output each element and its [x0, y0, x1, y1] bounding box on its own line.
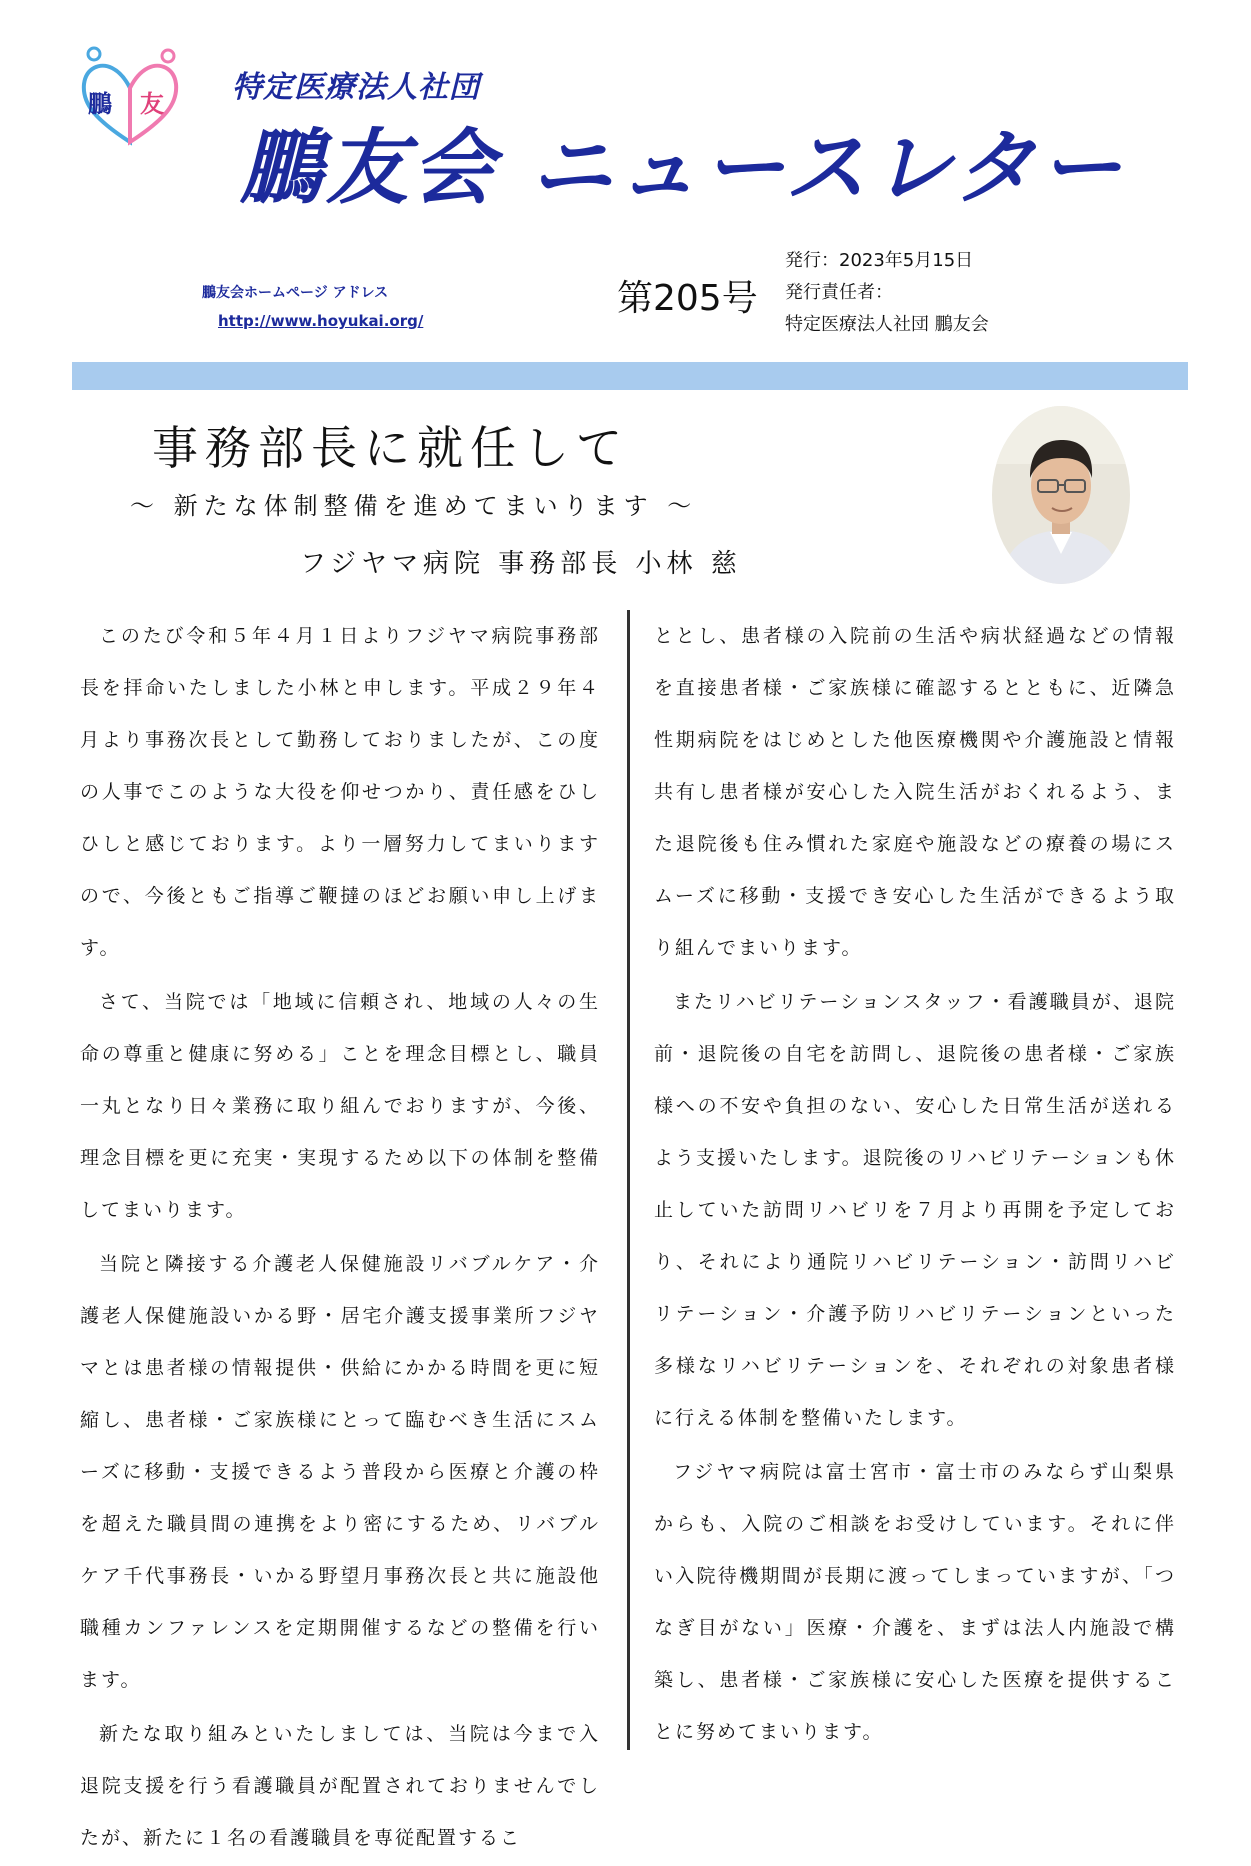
publication-date: 発行：2023年5月15日 — [785, 250, 974, 271]
article-subtitle: ～ 新たな体制整備を進めてまいります ～ — [130, 492, 698, 520]
article-column-left — [80, 610, 600, 1866]
hoyukai-logo — [76, 46, 184, 148]
newsletter-title: 鵬友会 ニュースレター — [240, 121, 1126, 216]
publication-responsible-label: 発行責任者： — [785, 282, 893, 303]
article-title: 事務部長に就任して — [152, 421, 629, 475]
paragraph: さて、当院では「地域に信頼され、地域の人々の生命の尊重と健康に努める」ことを理念目標とし、職員一丸となり日々業務に取り組んでおりますが、今後、理念目標を更に充実・実現するため以下の体制を整備してまいります。 — [80, 991, 600, 1221]
header-divider-band — [72, 362, 1188, 390]
paragraph: このたび令和５年４月１日よりフジヤマ病院事務部長を拝命いたしました小林と申します。平成２９年４月より事務次長として勤務しておりましたが、この度の人事でこのような大役を仰せつかり、責任感をひしひしと感じております。より一層努力してまいりますので、今後ともご指導ご鞭撻のほどお願い申し上げます。 — [80, 625, 600, 959]
homepage-label: 鵬友会ホームページ アドレス — [202, 285, 389, 301]
paragraph: 新たな取り組みといたしましては、当院は今まで入退院支援を行う看護職員が配置されておりませんでしたが、新たに１名の看護職員を専従配置するこ — [80, 1723, 600, 1849]
logo-char-1: 鵬 — [88, 90, 112, 118]
column-divider — [627, 610, 630, 1750]
paragraph: またリハビリテーションスタッフ・看護職員が、退院前・退院後の自宅を訪問し、退院後の患者様・ご家族様への不安や負担のない、安心した日常生活が送れるよう支援いたします。退院後のリハビリテーションも休止していた訪問リハビリを７月より再開を予定しており、それにより通院リハビリテーション・訪問リハビリテーション・介護予防リハビリテーションといった多様なリハビリテーションを、それぞれの対象患者様に行える体制を整備いたします。 — [654, 991, 1176, 1429]
paragraph: ととし、患者様の入院前の生活や病状経過などの情報を直接患者様・ご家族様に確認するとともに、近隣急性期病院をはじめとした他医療機関や介護施設と情報共有し患者様が安心した入院生活がおくれるよう、また退院後も住み慣れた家庭や施設などの療養の場にスムーズに移動・支援でき安心した生活ができるよう取り組んでまいります。 — [654, 625, 1176, 959]
paragraph: フジヤマ病院は富士宮市・富士市のみならず山梨県からも、入院のご相談をお受けしています。それに伴い入院待機期間が長期に渡ってしまっていますが、「つなぎ目がない」医療・介護を、まずは法人内施設で構築し、患者様・ご家族様に安心した医療を提供することに努めてまいります。 — [654, 1461, 1176, 1743]
publication-info — [785, 245, 989, 341]
paragraph: 当院と隣接する介護老人保健施設リバブルケア・介護老人保健施設いかる野・居宅介護支援事業所フジヤマとは患者様の情報提供・供給にかかる時間を更に短縮し、患者様・ご家族様にとって臨むべき生活にスムーズに移動・支援できるよう普段から医療と介護の枠を超えた職員間の連携をより密にするため、リバブルケア千代事務長・いかる野望月事務次長と共に施設他職種カンファレンスを定期開催するなどの整備を行います。 — [80, 1253, 600, 1691]
org-name: 特定医療法人社団 — [232, 70, 480, 105]
logo-char-2: 友 — [140, 90, 164, 118]
article-author: フジヤマ病院 事務部長 小林 慈 — [300, 549, 742, 579]
issue-number: 第205号 — [617, 278, 758, 319]
author-photo — [990, 404, 1132, 586]
publication-organization: 特定医療法人社団 鵬友会 — [785, 314, 989, 335]
homepage-link[interactable]: http://www.hoyukai.org/ — [218, 312, 424, 330]
article-column-right — [654, 610, 1176, 1760]
